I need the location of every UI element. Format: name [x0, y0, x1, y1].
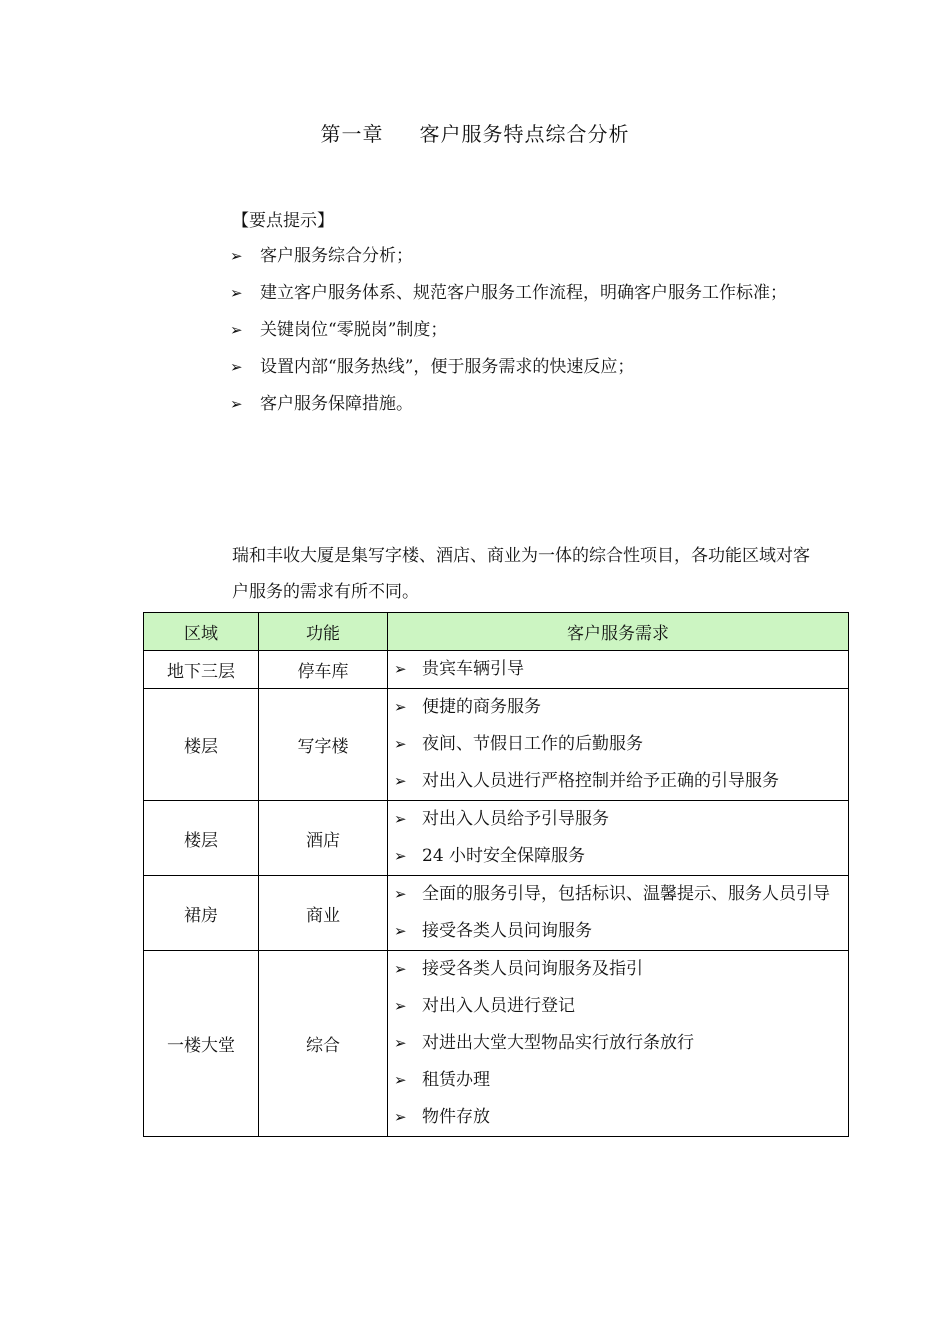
arrow-bullet-icon: ➢ [230, 284, 243, 302]
cell-function: 写字楼 [259, 689, 388, 801]
list-item-text: 关键岗位“零脱岗”制度； [260, 320, 448, 340]
arrow-bullet-icon: ➢ [394, 1071, 407, 1089]
need-item [388, 763, 848, 800]
need-item [388, 1062, 848, 1099]
need-text: 对出入人员给予引导服务 [422, 809, 609, 829]
need-item [388, 689, 848, 726]
cell-function: 综合 [259, 951, 388, 1137]
list-item-text: 建立客户服务体系、规范客户服务工作流程，明确客户服务工作标准； [260, 283, 787, 303]
keypoints-list [230, 238, 820, 423]
chapter-title: 客户服务特点综合分析 [419, 122, 630, 146]
cell-area: 一楼大堂 [144, 951, 259, 1137]
table-row [144, 689, 849, 801]
need-text: 对出入人员进行登记 [422, 996, 575, 1016]
arrow-bullet-icon: ➢ [394, 1108, 407, 1126]
cell-needs [388, 951, 849, 1137]
list-item [230, 386, 820, 423]
need-text: 24 小时安全保障服务 [422, 846, 586, 866]
need-text: 接受各类人员问询服务及指引 [422, 959, 643, 979]
arrow-bullet-icon: ➢ [394, 772, 407, 790]
header-needs: 客户服务需求 [388, 613, 849, 651]
page-title [0, 118, 950, 147]
need-item [388, 1099, 848, 1136]
arrow-bullet-icon: ➢ [394, 997, 407, 1015]
need-item [388, 913, 848, 950]
table-row [144, 876, 849, 951]
header-function: 功能 [259, 613, 388, 651]
keypoints-heading: 【要点提示】 [232, 211, 334, 231]
arrow-bullet-icon: ➢ [394, 810, 407, 828]
arrow-bullet-icon: ➢ [394, 735, 407, 753]
intro-paragraph: 瑞和丰收大厦是集写字楼、酒店、商业为一体的综合性项目，各功能区域对客户服务的需求有所不同。 [232, 546, 810, 602]
arrow-bullet-icon: ➢ [230, 321, 243, 339]
service-needs-table [143, 612, 849, 1137]
table-row [144, 651, 849, 689]
table-row [144, 951, 849, 1137]
list-item-text: 设置内部“服务热线”，便于服务需求的快速反应； [260, 357, 635, 377]
need-item [388, 726, 848, 763]
arrow-bullet-icon: ➢ [394, 885, 407, 903]
arrow-bullet-icon: ➢ [230, 247, 243, 265]
arrow-bullet-icon: ➢ [230, 358, 243, 376]
need-text: 物件存放 [422, 1107, 490, 1127]
need-item [388, 651, 848, 688]
list-item-text: 客户服务保障措施。 [260, 394, 413, 414]
arrow-bullet-icon: ➢ [394, 922, 407, 940]
cell-needs [388, 876, 849, 951]
cell-function: 酒店 [259, 801, 388, 876]
header-area: 区域 [144, 613, 259, 651]
arrow-bullet-icon: ➢ [394, 698, 407, 716]
arrow-bullet-icon: ➢ [230, 395, 243, 413]
need-text: 便捷的商务服务 [422, 697, 541, 717]
cell-area: 裙房 [144, 876, 259, 951]
need-text: 夜间、节假日工作的后勤服务 [422, 734, 643, 754]
need-item [388, 838, 848, 875]
arrow-bullet-icon: ➢ [394, 960, 407, 978]
list-item [230, 275, 820, 312]
cell-needs [388, 689, 849, 801]
cell-area: 地下三层 [144, 651, 259, 689]
table-row [144, 801, 849, 876]
cell-function: 停车库 [259, 651, 388, 689]
need-item [388, 801, 848, 838]
list-item [230, 312, 820, 349]
need-text: 接受各类人员问询服务 [422, 921, 592, 941]
need-text: 租赁办理 [422, 1070, 490, 1090]
need-item [388, 876, 848, 913]
chapter-number: 第一章 [320, 122, 384, 146]
cell-needs [388, 651, 849, 689]
arrow-bullet-icon: ➢ [394, 1034, 407, 1052]
need-item [388, 1025, 848, 1062]
need-text: 对出入人员进行严格控制并给予正确的引导服务 [422, 771, 779, 791]
table-header-row [144, 613, 849, 651]
need-item [388, 951, 848, 988]
arrow-bullet-icon: ➢ [394, 847, 407, 865]
list-item-text: 客户服务综合分析； [260, 246, 413, 266]
cell-area: 楼层 [144, 801, 259, 876]
need-text: 对进出大堂大型物品实行放行条放行 [422, 1033, 694, 1053]
need-text: 贵宾车辆引导 [422, 659, 524, 679]
list-item [230, 349, 820, 386]
list-item [230, 238, 820, 275]
need-item [388, 988, 848, 1025]
cell-needs [388, 801, 849, 876]
need-text: 全面的服务引导，包括标识、温馨提示、服务人员引导 [422, 884, 830, 904]
cell-function: 商业 [259, 876, 388, 951]
arrow-bullet-icon: ➢ [394, 660, 407, 678]
cell-area: 楼层 [144, 689, 259, 801]
